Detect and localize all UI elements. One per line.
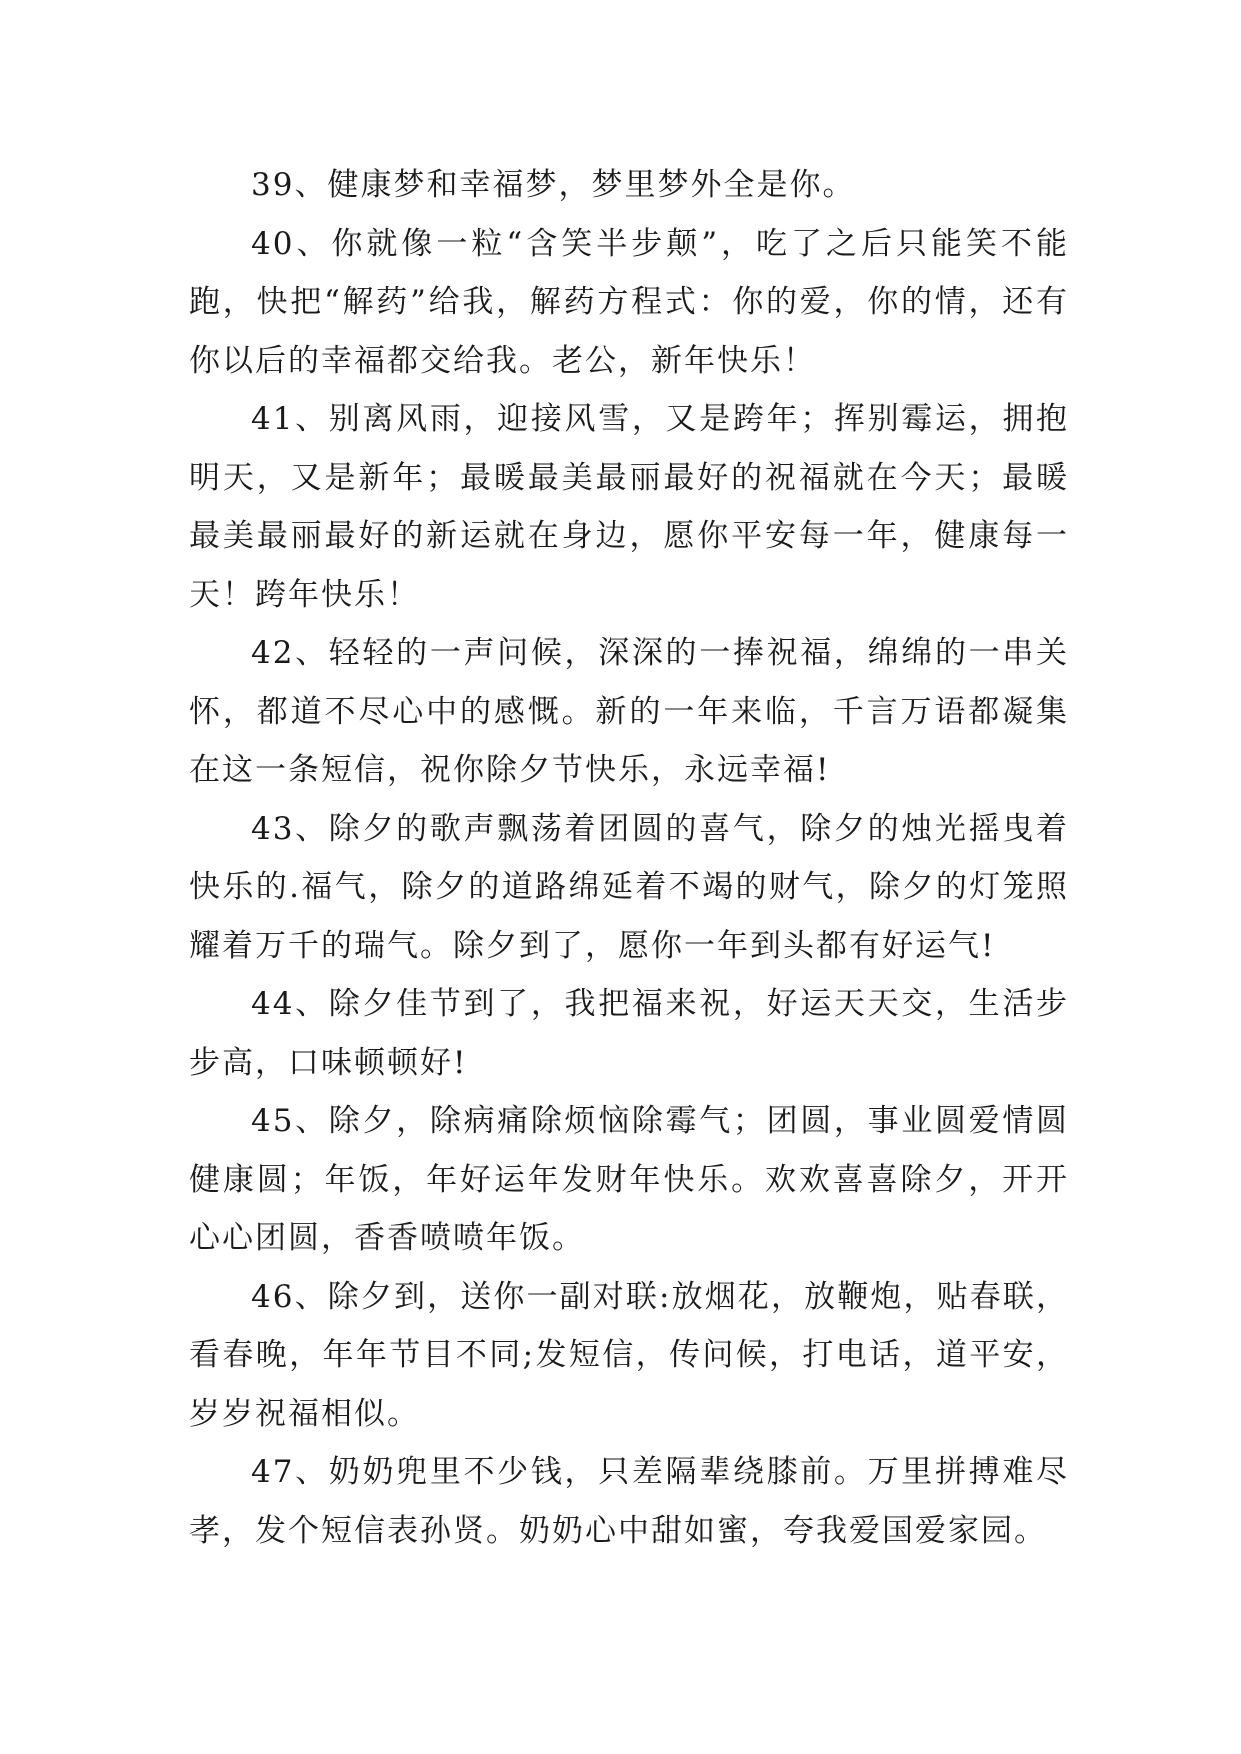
paragraph-41: 41、别离风雨，迎接风雪，又是跨年；挥别霉运，拥抱明天，又是新年；最暖最美最丽最好的祝福就在今天；最暖最美最丽最好的新运就在身边，愿你平安每一年，健康每一天！跨年快乐！ (189, 401, 1069, 613)
paragraph-39: 39、健康梦和幸福梦，梦里梦外全是你。 (251, 167, 856, 203)
paragraph-45: 45、除夕，除病痛除烦恼除霉气；团圆，事业圆爱情圆健康圆；年饭，年好运年发财年快乐。欢欢喜喜除夕，开开心心团圆，香香喷喷年饭。 (189, 1103, 1069, 1256)
paragraph-42: 42、轻轻的一声问候，深深的一捧祝福，绵绵的一串关怀，都道不尽心中的感慨。新的一年来临，千言万语都凝集在这一条短信，祝你除夕节快乐，永远幸福! (189, 635, 1069, 788)
document-body (189, 156, 1069, 1560)
paragraph-43: 43、除夕的歌声飘荡着团圆的喜气，除夕的烛光摇曳着快乐的.福气，除夕的道路绵延着不竭的财气，除夕的灯笼照耀着万千的瑞气。除夕到了，愿你一年到头都有好运气! (189, 810, 1069, 964)
paragraph-40: 40、你就像一粒“含笑半步颠”，吃了之后只能笑不能跑，快把“解药”给我，解药方程式：你的爱，你的情，还有你以后的幸福都交给我。老公，新年快乐！ (189, 225, 1069, 379)
paragraph-44: 44、除夕佳节到了，我把福来祝，好运天天交，生活步步高，口味顿顿好! (189, 986, 1069, 1081)
paragraph-46: 46、除夕到，送你一副对联:放烟花，放鞭炮，贴春联，看春晚，年年节目不同;发短信，传问候，打电话，道平安，岁岁祝福相似。 (189, 1278, 1069, 1432)
paragraph-47: 47、奶奶兜里不少钱，只差隔辈绕膝前。万里拼搏难尽孝，发个短信表孙贤。奶奶心中甜如蜜，夸我爱国爱家园。 (189, 1454, 1069, 1549)
